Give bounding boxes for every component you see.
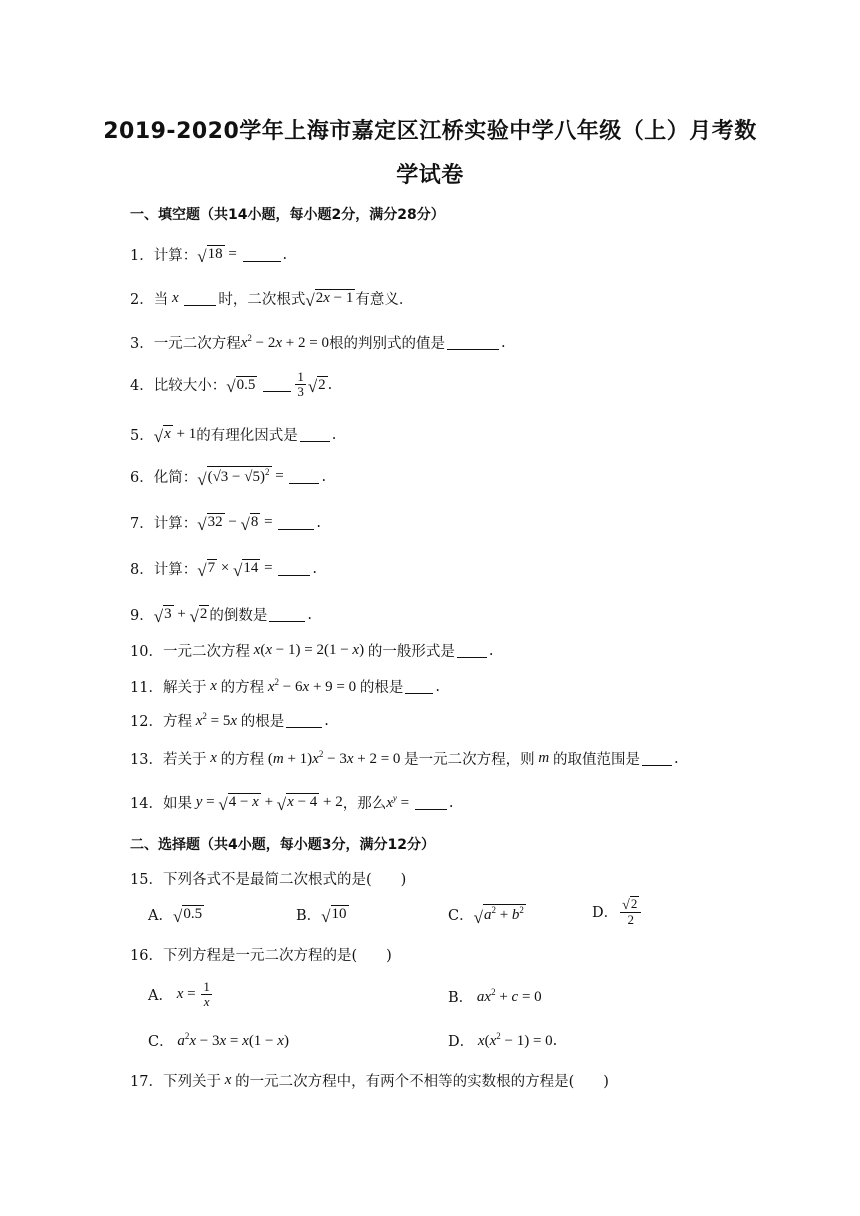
page-title: 2019-2020学年上海市嘉定区江桥实验中学八年级（上）月考数 (103, 119, 757, 144)
q16-option-c[interactable]: C． $a^2x - 3x = x(1 - x)$ (148, 1031, 289, 1050)
q16-option-a[interactable]: A． x = $\frac{1}{x}$ (148, 979, 210, 1010)
question-17: 17． 下列关于 x 的一元二次方程中，有两个不相等的实数根的方程是 ( ) (130, 1072, 609, 1090)
page-title-line2: 学试卷 (396, 163, 464, 188)
question-5: 5． √ x + 1 的有理化因式是 . (130, 426, 337, 446)
section-multiple-choice: 二、选择题（共4小题，每小题3分，满分12分） (130, 837, 435, 853)
q15-option-c[interactable]: C． √ $a^2 + b^2$ (448, 905, 524, 927)
question-14: 14． 如果 y = √ 4 − x + √ x − 4 + 2 ，那么 $x^y$ = . (130, 793, 454, 814)
question-9: 9． √ 3 + √ 2 的倒数是 . (130, 606, 312, 626)
q15-option-b[interactable]: B． √ 10 (296, 906, 347, 926)
q16-option-b[interactable]: B． $ax^2 + c = 0$ (448, 987, 542, 1006)
question-1: 1． 计算： √ 18 = . (130, 246, 288, 266)
question-8: 8． 计算： √ 7 × √ 14 = . (130, 560, 317, 580)
question-7: 7． 计算： √ 32 − √ 8 = . (130, 514, 321, 534)
question-12: 12． 方程 $x^2 = 5x$ 的根是 . (130, 711, 329, 730)
question-2: 2． 当 x 时，二次根式 √ 2x − 1 有意义． (130, 290, 414, 310)
section-fill-in: 一、填空题（共14小题，每小题2分，满分28分） (130, 207, 445, 223)
question-13: 13． 若关于 x 的方程 $(m + 1)x^2 - 3x + 2 = 0$ 是一元二次方程，则 m 的取值范围是 . (130, 749, 679, 768)
question-3: 3． 一元二次方程 $x^2 - 2x + 2 = 0$ 根的判别式的值是 . (130, 333, 506, 352)
question-16: 16． 下列方程是一元二次方程的是 ( ) (130, 948, 392, 964)
question-11: 11． 解关于 x 的方程 $x^2 - 6x + 9 = 0$ 的根是 . (130, 677, 440, 696)
q15-option-a[interactable]: A． √ 0.5 (148, 906, 203, 926)
question-4: 4． 比较大小： √ 0.5 $\frac{1}{3}$ √ 2 . (130, 369, 333, 400)
question-10: 10． 一元二次方程 x(x − 1) = 2(1 − x) 的一般形式是 . (130, 642, 494, 660)
q16-option-d[interactable]: D． $x(x^2 - 1) = 0$ . (448, 1031, 558, 1050)
q15-option-d[interactable]: D． √ 2 2 (592, 896, 643, 927)
question-6: 6． 化简： √ $(√3 - √5)^2$ = . (130, 467, 327, 489)
question-15: 15． 下列各式不是最简二次根式的是 ( ) (130, 872, 407, 888)
